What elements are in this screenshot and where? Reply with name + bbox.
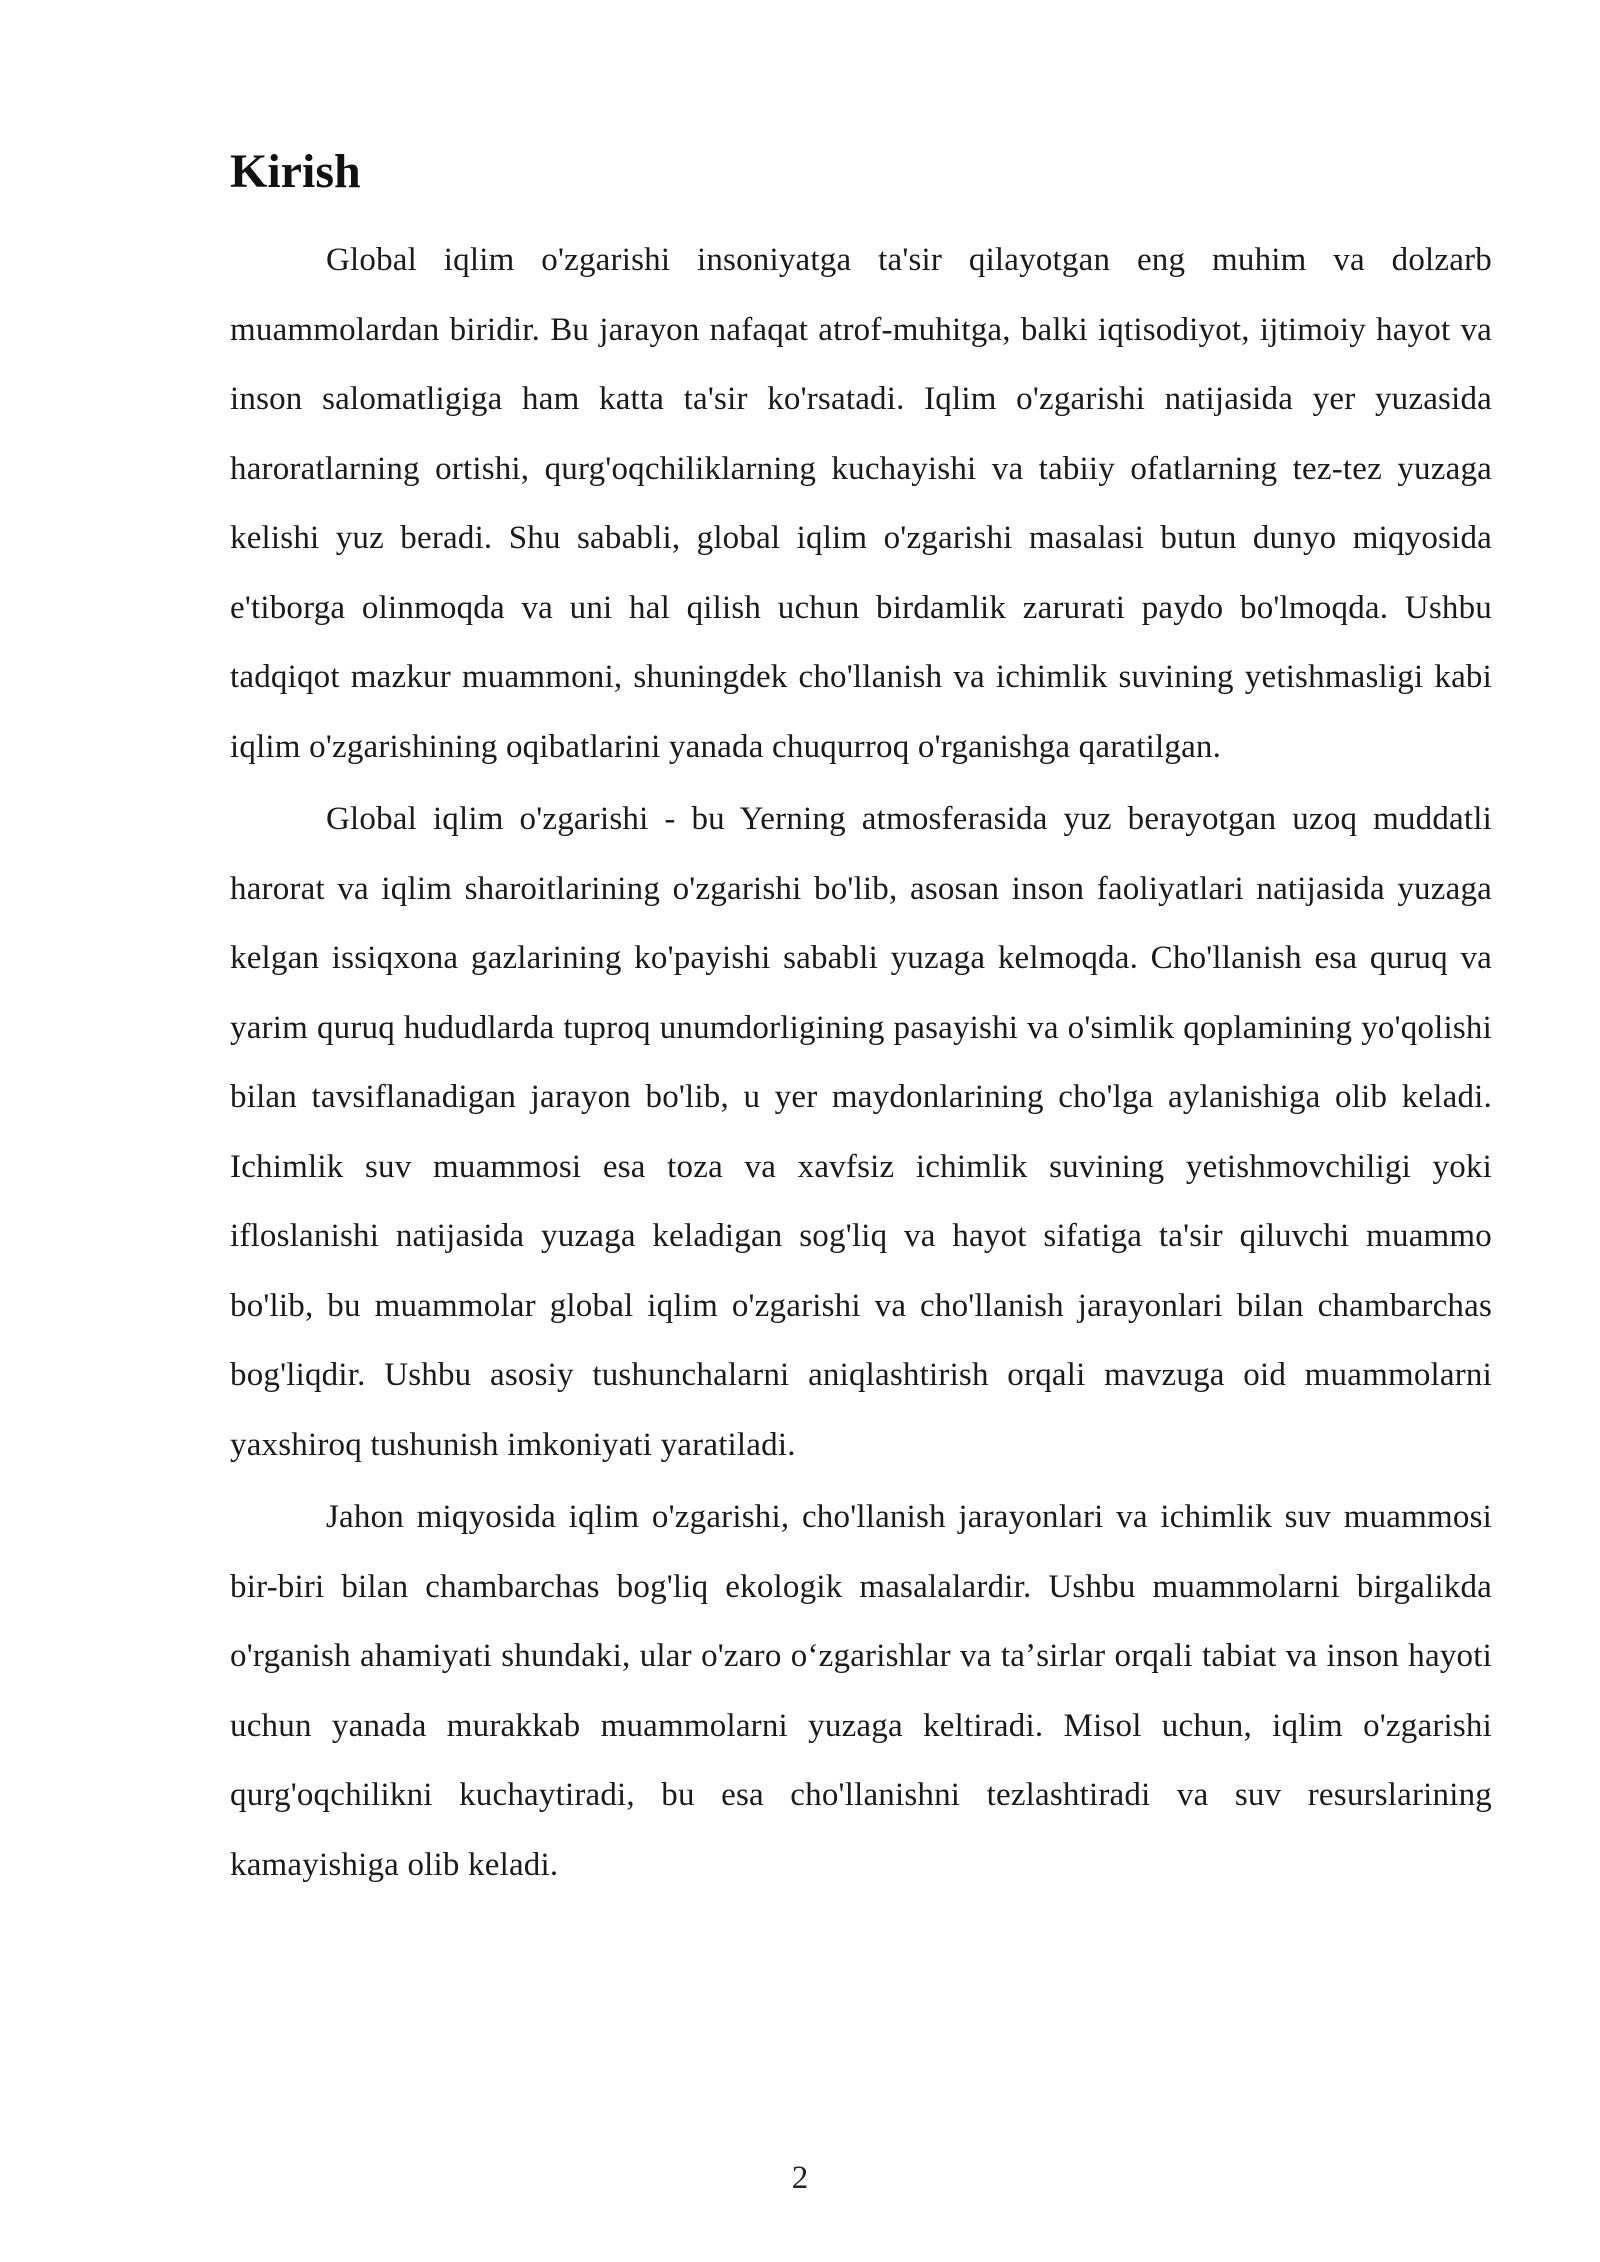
section-heading: Kirish bbox=[230, 145, 361, 198]
paragraph-definitions: Global iqlim o'zgarishi - bu Yerning atmosferasida yuz berayotgan uzoq muddatli harorat va iqlim sharoitlarining o'zgarishi bo'lib, asosan inson faoliyatlari natijasida yuzaga kelgan issiqxona gazlarining ko'payishi sababli yuzaga kelmoqda. Cho'llanish esa quruq va yarim quruq hududlarda tuproq unumdorligining pasayishi va o'simlik qoplamining yo'qolishi bilan tavsiflanadigan jarayon bo'lib, u yer maydonlarining cho'lga aylanishiga olib keladi. Ichimlik suv muammosi esa toza va xavfsiz ichimlik suvining yetishmovchiligi yoki ifloslanishi natijasida yuzaga keladigan sog'liq va hayot sifatiga ta'sir qiluvchi muammo bo'lib, bu muammolar global iqlim o'zgarishi va cho'llanish jarayonlari bilan chambarchas bog'liqdir. Ushbu asosiy tushunchalarni aniqlashtirish orqali mavzuga oid muammolarni yaxshiroq tushunish imkoniyati yaratiladi. bbox=[230, 801, 1492, 1463]
paragraph-intro: Global iqlim o'zgarishi insoniyatga ta'sir qilayotgan eng muhim va dolzarb muammolardan biridir. Bu jarayon nafaqat atrof-muhitga, balki iqtisodiyot, ijtimoiy hayot va inson salomatligiga ham katta ta'sir ko'rsatadi. Iqlim o'zgarishi natijasida yer yuzasida haroratlarning ortishi, qurg'oqchiliklarning kuchayishi va tabiiy ofatlarning tez-tez yuzaga kelishi yuz beradi. Shu sababli, global iqlim o'zgarishi masalasi butun dunyo miqyosida e'tiborga olinmoqda va uni hal qilish uchun birdamlik zarurati paydo bo'lmoqda. Ushbu tadqiqot mazkur muammoni, shuningdek cho'llanish va ichimlik suvining yetishmasligi kabi iqlim o'zgarishining oqibatlarini yanada chuqurroq o'rganishga qaratilgan. bbox=[230, 242, 1492, 765]
page-content bbox=[230, 140, 1492, 1900]
paragraph-interrelation: Jahon miqyosida iqlim o'zgarishi, cho'llanish jarayonlari va ichimlik suv muammosi bir-biri bilan chambarchas bog'liq ekologik masalalardir. Ushbu muammolarni birgalikda o'rganish ahamiyati shundaki, ular o'zaro oʻzgarishlar va taʼsirlar orqali tabiat va inson hayoti uchun yanada murakkab muammolarni yuzaga keltiradi. Misol uchun, iqlim o'zgarishi qurg'oqchilikni kuchaytiradi, bu esa cho'llanishni tezlashtiradi va suv resurslarining kamayishiga olib keladi. bbox=[230, 1499, 1492, 1883]
page-number: 2 bbox=[791, 2160, 809, 2196]
